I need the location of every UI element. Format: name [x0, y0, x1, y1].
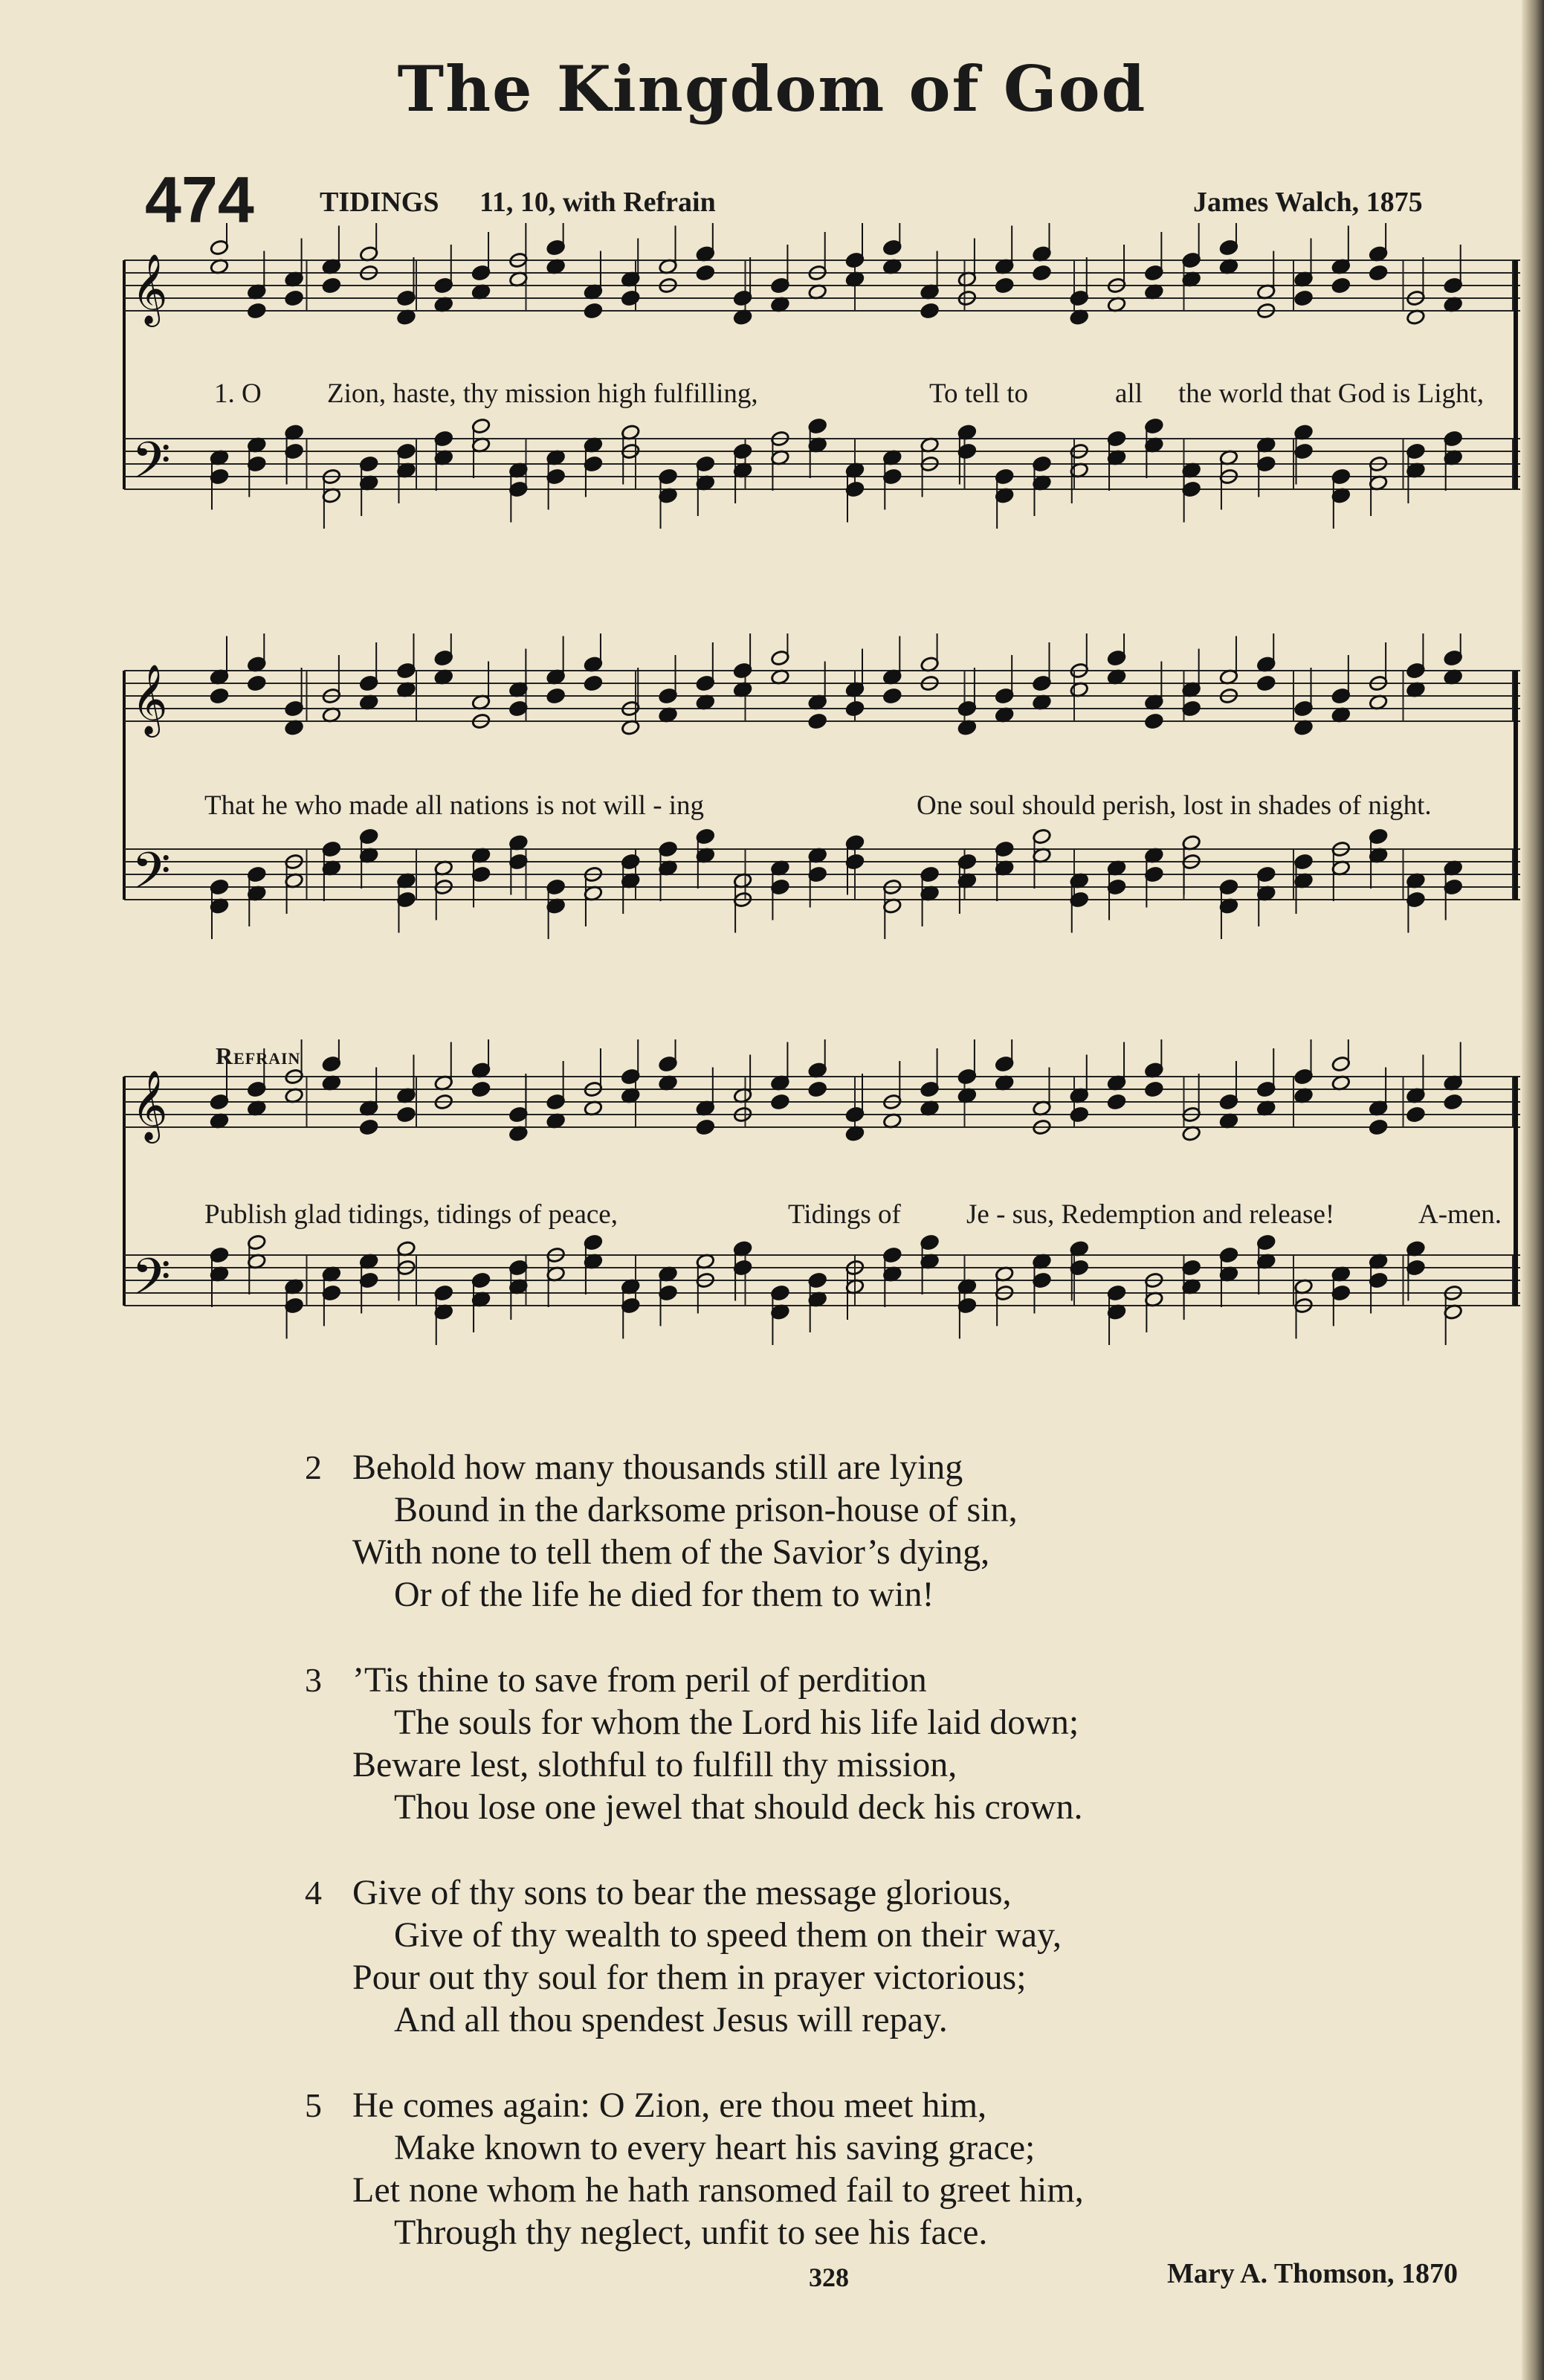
page-number: 328	[809, 2263, 849, 2292]
stanza-number: 2	[305, 1448, 322, 1486]
note-head	[920, 303, 940, 320]
stanza-line: Give of thy wealth to speed them on their way,	[394, 1915, 1062, 1955]
note-head	[995, 277, 1014, 294]
note-head	[1406, 1106, 1425, 1123]
note-head	[1331, 277, 1351, 294]
bass-clef-icon: 𝄢	[132, 842, 171, 913]
note-head	[1369, 1119, 1388, 1136]
stanza-line: And all thou spendest Jesus will repay.	[394, 2000, 948, 2039]
bass-clef-icon: 𝄢	[132, 432, 171, 503]
stanza	[305, 1659, 1084, 1828]
stanza	[305, 1871, 1084, 2041]
stanza	[305, 2084, 1084, 2254]
note-head	[1256, 675, 1276, 692]
section-title: The Kingdom of God	[397, 52, 1147, 126]
note-head	[247, 675, 266, 692]
stanza-line: Make known to every heart his saving grace;	[394, 2128, 1036, 2167]
lyric-segment: A-men.	[1418, 1199, 1502, 1230]
refrain-label: Refrain	[216, 1042, 301, 1069]
note-head	[285, 290, 304, 307]
note-head	[845, 700, 865, 717]
stanza-line: Through thy neglect, unfit to see his face.	[394, 2213, 988, 2252]
lyric-segment: 1. O	[214, 378, 262, 409]
lyric-segment: Tidings of	[788, 1199, 901, 1230]
note-head	[471, 1081, 491, 1098]
lyricist: Mary A. Thomson, 1870	[1167, 2258, 1458, 2289]
lyric-segment: the world that God is Light,	[1178, 378, 1485, 409]
note-head	[359, 1119, 378, 1136]
stanza-line: 2 Behold how many thousands still are lying	[305, 1448, 963, 1487]
stanza-line: Or of the life he died for them to win!	[394, 1575, 934, 1614]
note-head	[1070, 1106, 1089, 1123]
stanza-line: Let none whom he hath ransomed fail to greet him,	[352, 2170, 1084, 2210]
note-head	[1107, 1094, 1126, 1111]
note-head	[1032, 265, 1051, 282]
treble-clef-icon: 𝄞	[132, 254, 168, 324]
note-head	[696, 265, 715, 282]
lyric-segment: all	[1115, 378, 1143, 409]
note-head	[322, 277, 341, 294]
bass-clef-icon: 𝄢	[132, 1248, 171, 1319]
note-head	[808, 713, 827, 730]
note-head	[696, 1119, 715, 1136]
note-head	[808, 1081, 827, 1098]
note-head	[584, 303, 603, 320]
stanza-line: The souls for whom the Lord his life laid down;	[394, 1703, 1079, 1742]
tune-name: TIDINGS	[320, 187, 439, 218]
note-head	[546, 688, 566, 705]
composer: James Walch, 1875	[1193, 187, 1423, 218]
note-head	[247, 303, 266, 320]
stanza-line: 4 Give of thy sons to bear the message glorious,	[305, 1873, 1012, 1912]
stanza	[305, 1446, 1084, 1616]
hymn-number: 474	[145, 163, 254, 236]
stanza-line: Pour out thy soul for them in prayer victorious;	[352, 1958, 1027, 1997]
stanza-line: 3 ’Tis thine to save from peril of perdition	[305, 1660, 927, 1700]
note-head	[1444, 1094, 1463, 1111]
note-head	[584, 675, 603, 692]
stanza-number: 4	[305, 1874, 322, 1912]
stanza-line: Thou lose one jewel that should deck his crown.	[394, 1787, 1083, 1827]
stanza-line: With none to tell them of the Savior’s dying,	[352, 1532, 990, 1572]
note-head	[770, 1094, 789, 1111]
stanza-line: Beware lest, slothful to fulfill thy mission,	[352, 1745, 957, 1784]
stanza-number: 3	[305, 1661, 322, 1699]
note-head	[396, 1106, 416, 1123]
note-head	[1369, 265, 1388, 282]
stanza-line: Bound in the darksome prison-house of sin,	[394, 1490, 1018, 1529]
lyric-segment: Je - sus, Redemption and release!	[966, 1199, 1335, 1230]
note-head	[882, 688, 902, 705]
note-head	[1144, 713, 1163, 730]
lyric-segment: That he who made all nations is not will - ing	[204, 790, 705, 821]
treble-clef-icon: 𝄞	[132, 1070, 168, 1141]
treble-clef-icon: 𝄞	[132, 664, 168, 735]
note-head	[1293, 290, 1313, 307]
lyric-segment: Publish glad tidings, tidings of peace,	[204, 1199, 618, 1230]
lyric-segment: To tell to	[929, 378, 1029, 409]
meter: 11, 10, with Refrain	[479, 187, 716, 218]
stanza-line: 5 He comes again: O Zion, ere thou meet him,	[305, 2086, 987, 2125]
lyric-segment: One soul should perish, lost in shades of night.	[917, 790, 1432, 821]
note-head	[1144, 1081, 1163, 1098]
lyric-segment: Zion, haste, thy mission high fulfilling,	[327, 378, 758, 409]
note-head	[621, 290, 640, 307]
stanzas	[305, 1446, 1084, 2297]
stanza-number: 5	[305, 2086, 322, 2124]
note-head	[210, 688, 229, 705]
